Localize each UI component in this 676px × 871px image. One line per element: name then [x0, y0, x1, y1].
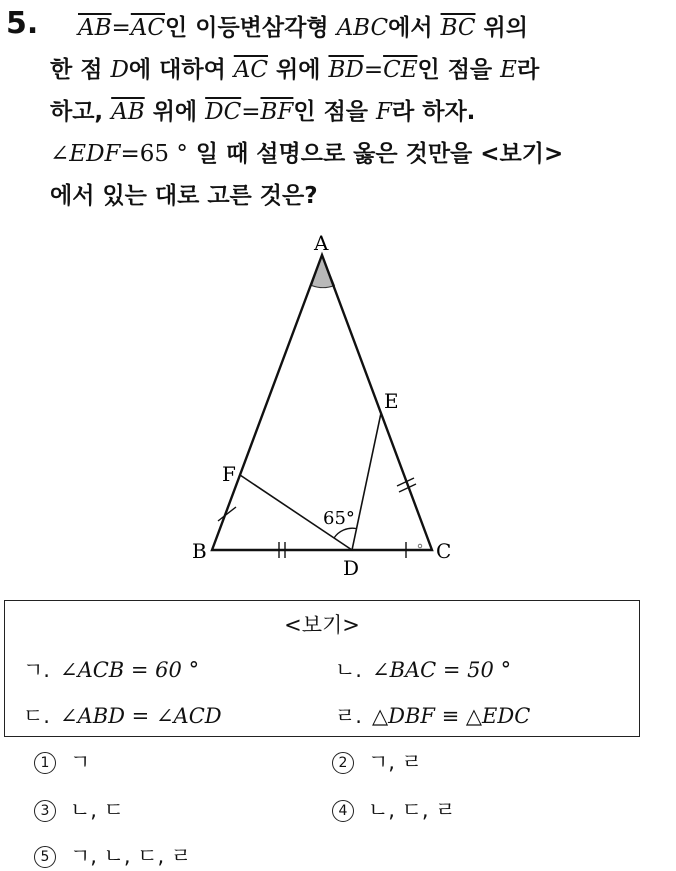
label-e: E [384, 389, 399, 413]
text: 위의 [475, 15, 528, 41]
angle-c-marker [418, 544, 422, 548]
item-label: ㄱ. [23, 658, 50, 682]
angle-edf-arc [334, 528, 356, 538]
question-line-5: 에서 있는 대로 고른 것은? [50, 183, 318, 209]
text: 라 하자. [392, 99, 476, 125]
text: 일 때 설명으로 옳은 것만을 <보기> [187, 141, 564, 167]
angle-edf: EDF [69, 141, 121, 167]
choice-2[interactable] [332, 746, 422, 776]
item-label: ㄴ. [335, 658, 362, 682]
choice-number: 1 [34, 752, 56, 774]
item-expression: ∠ACB = 60 ° [59, 658, 200, 682]
choice-number: 5 [34, 846, 56, 868]
label-c: C [436, 539, 452, 563]
triangle-abc: ABC [336, 15, 389, 41]
angle-symbol: ∠ [50, 141, 70, 167]
point-f: F [376, 99, 392, 125]
text: 인 이등변삼각형 [165, 15, 337, 41]
text: 하고, [50, 99, 112, 125]
bogi-title: <보기> [284, 613, 360, 637]
bogi-box [4, 600, 640, 737]
item-expression: △DBF ≡ △EDC [371, 704, 531, 728]
angle-value: =65 ° [120, 141, 188, 167]
segment-ab: $\overline{AB}$ [111, 99, 145, 125]
segment-de [352, 413, 381, 550]
point-d: D [110, 57, 129, 83]
text: 에서 [388, 15, 441, 41]
choice-text: ㄴ, ㄷ, ㄹ [368, 798, 456, 822]
segment-ce: $\overline{CE}$ [383, 57, 418, 83]
point-e: E [500, 57, 517, 83]
item-label: ㄷ. [23, 704, 50, 728]
text: 라 [516, 57, 540, 83]
choice-5[interactable] [34, 840, 191, 870]
choice-text: ㄱ, ㄴ, ㄷ, ㄹ [70, 844, 192, 868]
triangle-abc [212, 255, 432, 550]
choice-text: ㄱ, ㄹ [368, 750, 422, 774]
equals-sign: = [363, 57, 384, 83]
label-f: F [222, 462, 236, 486]
label-d: D [343, 556, 360, 580]
item-expression: ∠BAC = 50 ° [371, 658, 512, 682]
question-number: 5. [6, 6, 39, 41]
equals-sign: = [111, 15, 131, 41]
segment-ab: $\overline{AB}$ [78, 15, 112, 41]
bogi-item [335, 654, 511, 684]
bogi-item [23, 700, 222, 730]
segment-dc: $\overline{DC}$ [205, 99, 242, 125]
text: 인 점을 [417, 57, 501, 83]
bogi-item [23, 654, 199, 684]
text: 에 대하여 [128, 57, 234, 83]
choice-text: ㄱ [70, 750, 91, 774]
text: 인 점을 [293, 99, 377, 125]
segment-bc: $\overline{BC}$ [440, 15, 476, 41]
choice-number: 3 [34, 800, 56, 822]
label-a: A [314, 231, 329, 255]
segment-bd: $\overline{BD}$ [328, 57, 364, 83]
choice-number: 2 [332, 752, 354, 774]
choice-number: 4 [332, 800, 354, 822]
item-expression: ∠ABD = ∠ACD [59, 704, 222, 728]
text: 위에 [144, 99, 206, 125]
text: 위에 [268, 57, 329, 83]
text: 한 점 [50, 57, 111, 83]
choice-text: ㄴ, ㄷ [70, 798, 124, 822]
choice-3[interactable] [34, 794, 124, 824]
segment-ac: $\overline{AC}$ [233, 57, 269, 83]
segment-bf: $\overline{BF}$ [260, 99, 294, 125]
segment-ac: $\overline{AC}$ [130, 15, 166, 41]
bogi-item [335, 700, 530, 730]
equals-sign: = [241, 99, 261, 125]
choice-1[interactable] [34, 746, 90, 776]
label-b: B [192, 539, 207, 563]
choice-4[interactable] [332, 794, 456, 824]
item-label: ㄹ. [335, 704, 362, 728]
angle-label: 65° [323, 508, 355, 529]
